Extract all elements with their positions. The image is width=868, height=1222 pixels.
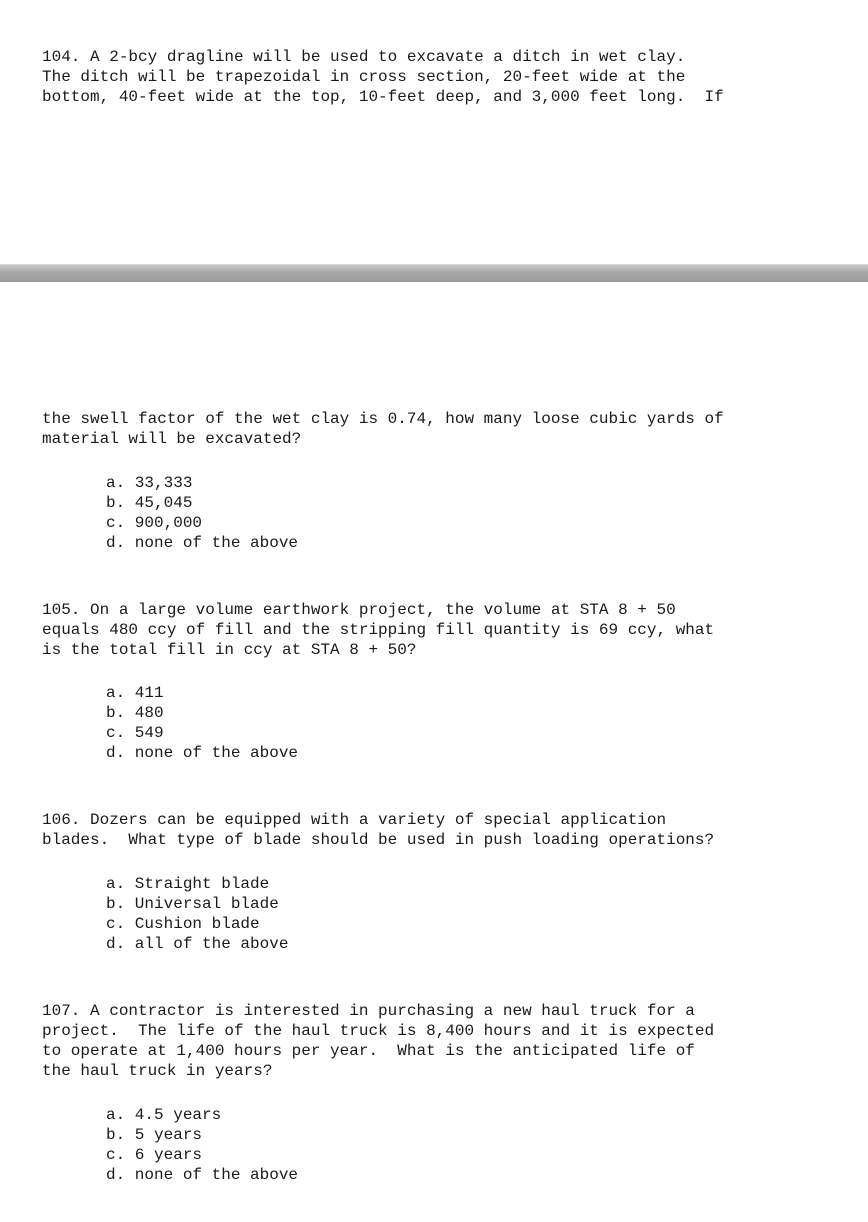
q105-option-d: d. none of the above <box>106 744 299 762</box>
q105-option-b: b. 480 <box>106 704 164 722</box>
q104-text-line-1: 104. A 2-bcy dragline will be used to excavate a ditch in wet clay. <box>42 48 686 66</box>
q105-option-c: c. 549 <box>106 724 164 742</box>
q107-text-line-3: to operate at 1,400 hours per year. What is the anticipated life of <box>42 1042 695 1060</box>
q107-text-line-1: 107. A contractor is interested in purchasing a new haul truck for a <box>42 1002 695 1020</box>
q106-option-c: c. Cushion blade <box>106 915 260 933</box>
q105-text-line-2: equals 480 ccy of fill and the stripping fill quantity is 69 ccy, what <box>42 621 715 639</box>
q106-option-a: a. Straight blade <box>106 875 270 893</box>
q107-option-b: b. 5 years <box>106 1126 203 1144</box>
q107-option-d: d. none of the above <box>106 1166 299 1184</box>
q105-text-line-1: 105. On a large volume earthwork project, the volume at STA 8 + 50 <box>42 601 676 619</box>
q107-text-line-4: the haul truck in years? <box>42 1062 273 1080</box>
q107-text-line-2: project. The life of the haul truck is 8,400 hours and it is expected <box>42 1022 715 1040</box>
page-break-separator <box>0 264 868 282</box>
q106-text-line-1: 106. Dozers can be equipped with a variety of special application <box>42 811 667 829</box>
q105-text-line-3: is the total fill in ccy at STA 8 + 50? <box>42 641 417 659</box>
q107-option-a: a. 4.5 years <box>106 1106 222 1124</box>
q105-option-a: a. 411 <box>106 684 164 702</box>
q104-text-line-2: The ditch will be trapezoidal in cross section, 20-feet wide at the <box>42 68 686 86</box>
q106-option-b: b. Universal blade <box>106 895 279 913</box>
q104-option-b: b. 45,045 <box>106 494 193 512</box>
q104-text-line-4: the swell factor of the wet clay is 0.74, how many loose cubic yards of <box>42 410 724 428</box>
q104-text-line-5: material will be excavated? <box>42 430 302 448</box>
q107-option-c: c. 6 years <box>106 1146 203 1164</box>
q106-option-d: d. all of the above <box>106 935 289 953</box>
q104-option-a: a. 33,333 <box>106 474 193 492</box>
q106-text-line-2: blades. What type of blade should be used in push loading operations? <box>42 831 715 849</box>
q104-text-line-3: bottom, 40-feet wide at the top, 10-feet deep, and 3,000 feet long. If <box>42 88 724 106</box>
q104-option-c: c. 900,000 <box>106 514 203 532</box>
q104-option-d: d. none of the above <box>106 534 299 552</box>
